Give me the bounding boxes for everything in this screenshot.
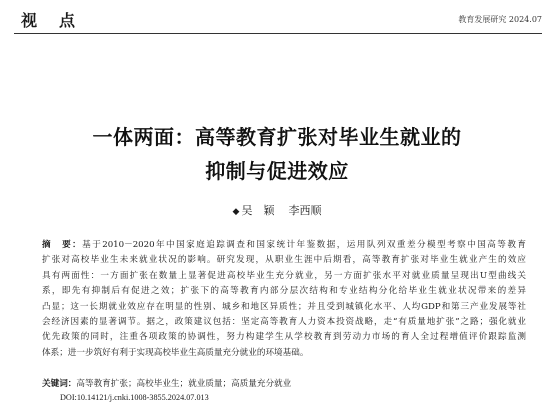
abstract: [42, 238, 526, 361]
abstract-line: 凸显；这一长期就业效应存在明显的性别、城乡和地区异质性；并且受到城镇化水平、人均GDP和第三产业发展等社: [42, 301, 526, 312]
doi[interactable]: DOI:10.14121/j.cnki.1008-3855.2024.07.013: [60, 393, 209, 402]
abstract-line: 扩张对高校毕业生未来就业状况的影响。研究发现，从职业生涯中后期看，高等教育扩张对毕业生就业产生的效应: [42, 255, 526, 266]
diamond-icon: ◆: [232, 207, 240, 217]
keywords: [42, 377, 291, 389]
article-title-line-1: 一体两面：高等教育扩张对毕业生就业的: [92, 125, 462, 149]
keywords-label: 关键词：: [42, 379, 77, 389]
abstract-line: [42, 238, 526, 253]
author-name: 李西顺: [288, 204, 322, 217]
abstract-line: 优先政策的同时，注重各项政策的协调性，努力构建学生从学校教育到劳动力市场的育人全过程增值评价跟踪监测: [42, 332, 526, 343]
header-rule: [14, 33, 542, 34]
abstract-label: 摘 要：: [42, 240, 83, 250]
section-label: 视点: [21, 11, 98, 30]
journal-running-head: 教育发展研究 2024.07: [458, 15, 542, 24]
abstract-line: 具有两面性：一方面扩张在数量上显著促进高校毕业生充分就业，另一方面扩张水平对就业质量呈现出U型曲线关: [42, 270, 526, 281]
keywords-text: 高等教育扩张；高校毕业生；就业质量；高质量充分就业: [76, 379, 292, 389]
article-title-line-2: 抑制与促进效应: [205, 159, 349, 183]
abstract-line: 体系；进一步筑好有利于实现高校毕业生高质量充分就业的环境基础。: [42, 347, 309, 358]
abstract-line: 系，即先有抑制后有促进之效；扩张下的高等教育内部分层次结构和专业结构分化给毕业生就业状况带来的差异: [42, 286, 526, 297]
abstract-text: 基于2010－2020年中国家庭追踪调查和国家统计年鉴数据，运用队列双重差分模型考察中国高等教育: [82, 240, 526, 250]
author-name: 吴 颖: [241, 204, 275, 217]
abstract-line: 会经济因素的显著调节。据之，政策建议包括：坚定高等教育人力资本投资战略，走“有质量地扩张”之路；强化就业: [42, 316, 526, 327]
author-line: [0, 202, 554, 218]
page-header: [0, 0, 554, 34]
